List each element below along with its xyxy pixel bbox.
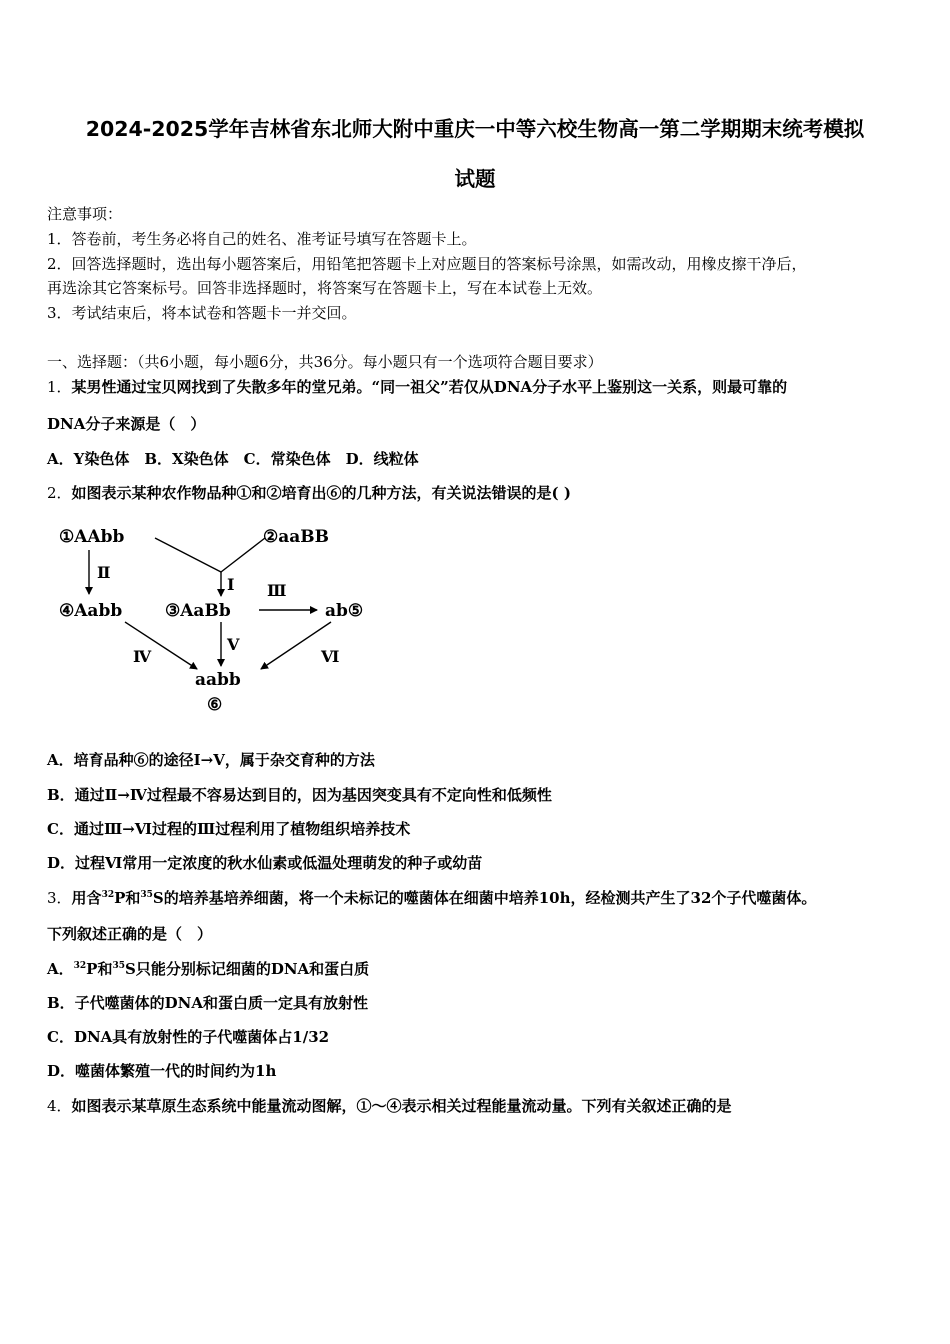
question-1-stem-text: 某男性通过宝贝网找到了失散多年的堂兄弟。“同一祖父”若仅从DNA分子水平上鉴别这一关系，则最可靠的 (71, 378, 788, 396)
option-a-mid: P和 (86, 960, 113, 978)
question-4-stem (47, 1095, 732, 1116)
node-3: ③AaBb (165, 601, 231, 621)
notice-heading: 注意事项： (47, 205, 123, 223)
question-1-number: 1． (47, 378, 72, 396)
notice-item-2a: 2．回答选择题时，选出每小题答案后，用铅笔把答题卡上对应题目的答案标号涂黑，如需改动，用橡皮擦干净后， (47, 255, 807, 273)
question-2-option-d: D．过程Ⅵ常用一定浓度的秋水仙素或低温处理萌发的种子或幼苗 (47, 854, 483, 872)
node-4: ④Aabb (59, 601, 123, 621)
question-2-stem-text: 如图表示某种农作物品种①和②培育出⑥的几种方法，有关说法错误的是( ) (71, 484, 571, 502)
path-label-4: Ⅳ (133, 647, 152, 666)
path-label-3: Ⅲ (267, 581, 287, 600)
question-2-option-a: A．培育品种⑥的途径Ⅰ→Ⅴ，属于杂交育种的方法 (47, 751, 375, 769)
question-3-stem (47, 887, 816, 908)
breeding-diagram (55, 518, 395, 718)
node-1: ①AAbb (59, 527, 125, 547)
option-a-sup-32: 32 (73, 961, 87, 971)
node-2: ②aaBB (263, 527, 330, 547)
question-4-stem-text: 如图表示某草原生态系统中能量流动图解，①～④表示相关过程能量流动量。下列有关叙述正确的是 (71, 1097, 732, 1115)
node-6-genotype: aabb (195, 670, 241, 690)
path-label-5: Ⅴ (227, 635, 240, 654)
node-6-label: ⑥ (207, 695, 223, 715)
notice-item-2b: 再选涂其它答案标号。回答非选择题时，将答案写在答题卡上，写在本试卷上无效。 (47, 279, 603, 297)
notice-item-1: 1．答卷前，考生务必将自己的姓名、准考证号填写在答题卡上。 (47, 230, 477, 248)
line-1-merge (155, 538, 221, 572)
path-label-6: Ⅵ (321, 647, 340, 666)
option-a-rest: S只能分别标记细菌的DNA和蛋白质 (124, 960, 370, 978)
question-3-option-a (47, 958, 369, 979)
question-3-option-a-label: A． (47, 960, 74, 978)
line-2-merge (221, 538, 265, 572)
question-3-number: 3． (47, 889, 72, 907)
question-3-stem-p: P和 (114, 889, 141, 907)
question-2-option-b: B．通过Ⅱ→Ⅳ过程最不容易达到目的，因为基因突变具有不定向性和低频性 (47, 786, 552, 804)
question-3-option-d: D．噬菌体繁殖一代的时间约为1h (47, 1062, 277, 1080)
exam-title-line2: 试题 (454, 167, 496, 191)
isotope-35-sup: 35 (140, 890, 153, 900)
question-3-option-b: B．子代噬菌体的DNA和蛋白质一定具有放射性 (47, 994, 369, 1012)
question-3-stem-rest: S的培养基培养细菌，将一个未标记的噬菌体在细菌中培养10h，经检测共产生了32个子代噬菌体。 (152, 889, 817, 907)
notice-item-3: 3．考试结束后，将本试卷和答题卡一并交回。 (47, 304, 357, 322)
section-heading: 一、选择题：（共6小题，每小题6分，共36分。每小题只有一个选项符合题目要求） (47, 353, 603, 371)
question-1-options: A．Y染色体 B．X染色体 C．常染色体 D．线粒体 (47, 450, 419, 468)
exam-title-line1: 2024-2025学年吉林省东北师大附中重庆一中等六校生物高一第二学期期末统考模拟 (85, 117, 865, 141)
question-3-stem-pre: 用含 (71, 889, 102, 907)
question-1-stem-cont: DNA分子来源是（ ） (47, 415, 206, 433)
question-4-number: 4． (47, 1097, 72, 1115)
option-a-sup-35: 35 (112, 961, 125, 971)
question-2-stem (47, 482, 571, 503)
question-2-option-c: C．通过Ⅲ→Ⅵ过程的Ⅲ过程利用了植物组织培养技术 (47, 820, 411, 838)
path-label-1: Ⅰ (227, 575, 235, 594)
question-3-option-c: C．DNA具有放射性的子代噬菌体占1/32 (47, 1028, 330, 1046)
question-3-stem-cont: 下列叙述正确的是（ ） (47, 925, 213, 943)
node-5: ab⑤ (325, 601, 364, 621)
question-2-number: 2． (47, 484, 72, 502)
path-label-2: Ⅱ (97, 563, 111, 582)
question-1-stem (47, 376, 787, 397)
isotope-32-sup: 32 (101, 890, 115, 900)
